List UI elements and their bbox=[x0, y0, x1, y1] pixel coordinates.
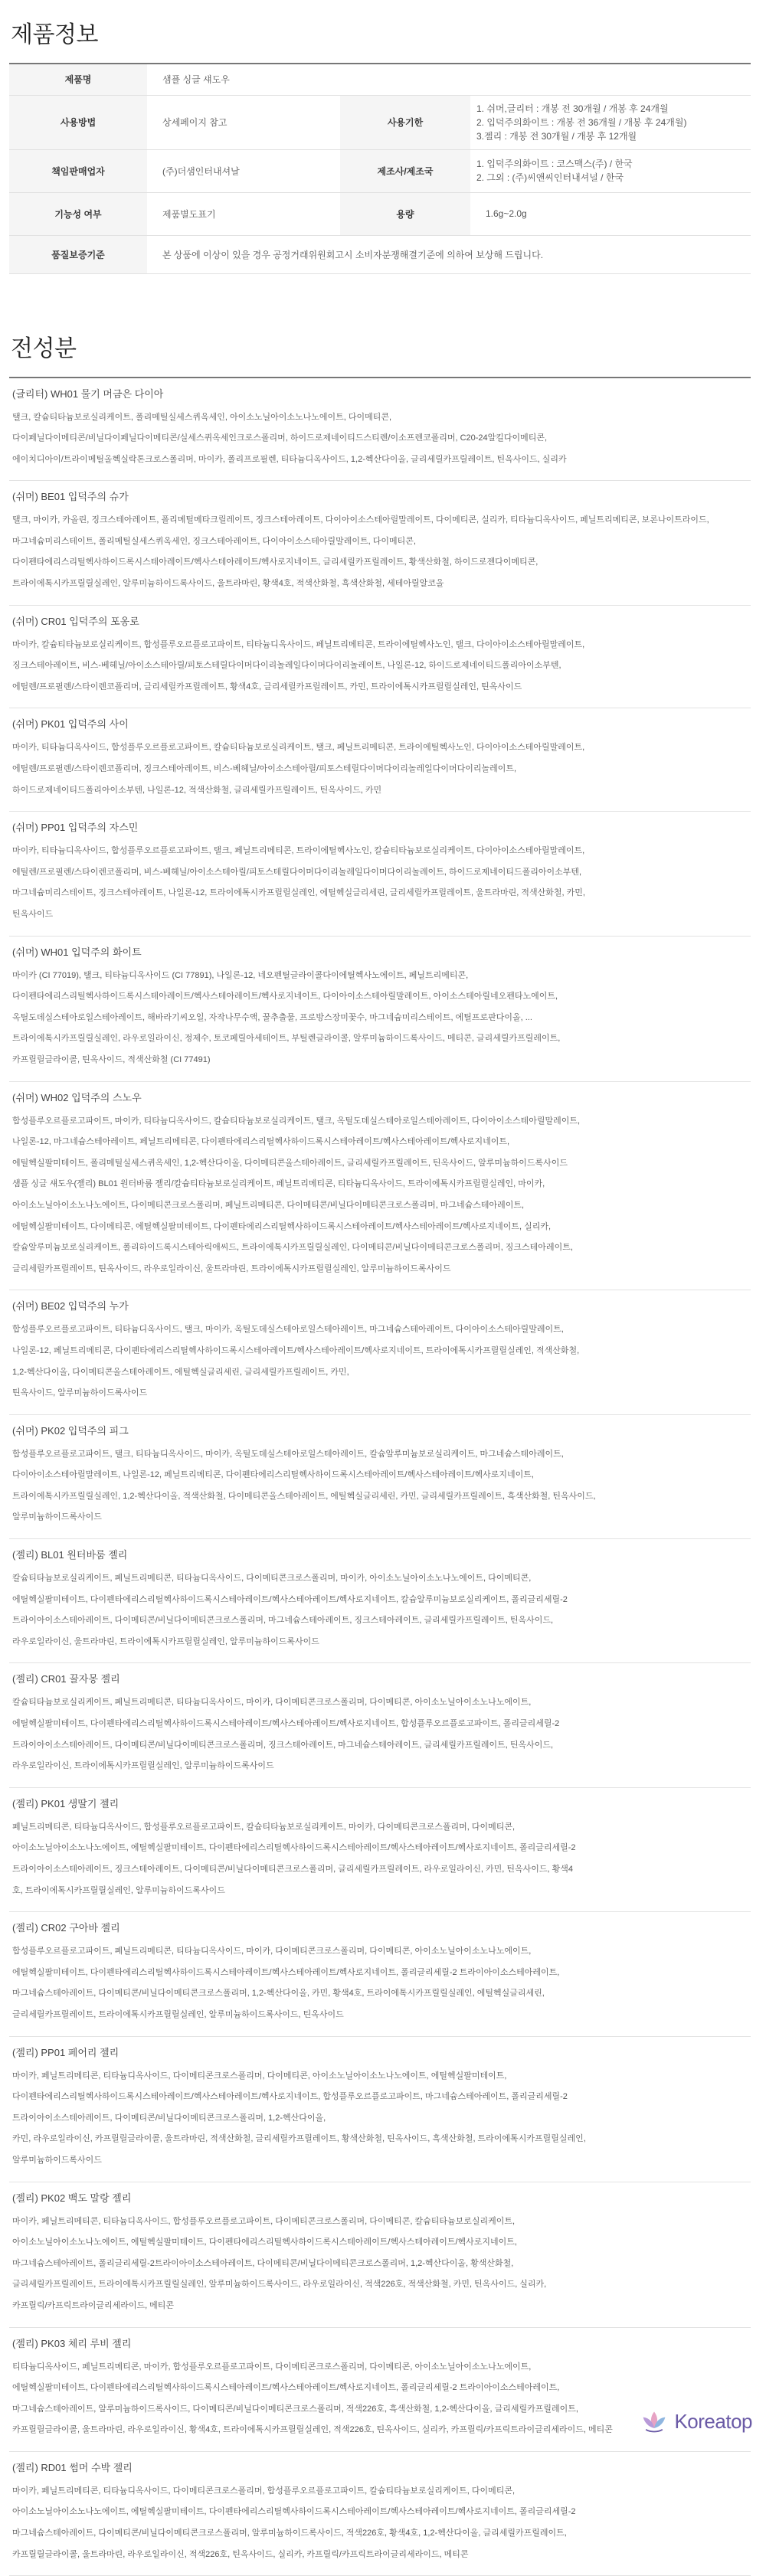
value-seller: (주)더샘인터내셔날 bbox=[147, 149, 340, 192]
label-usage: 사용방법 bbox=[9, 95, 147, 149]
label-product-name: 제품명 bbox=[9, 64, 147, 95]
ingredient-line: 합성플루오르플로고파이트, 티타늄디옥사이드, 탤크, 마이카, 옥틸도데실스테아로일스테아레이트, 마그네슘스테아레이트, 다이아이소스테아릴말레이트, bbox=[12, 1319, 751, 1341]
ingredient-line: 아이소노닐아이소노나노에이트, 에틸헥실팔미테이트, 다이펜타에리스리틸헥사하이드록시스테아레이트/헥사스테아레이트/헥사로지네이트, bbox=[12, 2232, 751, 2254]
label-capacity: 용량 bbox=[340, 192, 470, 235]
ingredient-text bbox=[9, 1941, 751, 2025]
ingredient-item bbox=[9, 812, 751, 936]
ingredient-line: 라우로일라이신, 트라이에톡시카프릴릴실레인, 알루미늄하이드록사이드 bbox=[12, 1756, 751, 1777]
ingredient-item bbox=[9, 2328, 751, 2452]
ingredient-item bbox=[9, 1082, 751, 1291]
ingredient-line: 트라이에톡시카프릴릴실레인, 알루미늄하이드록사이드, 울트라마린, 황색4호, 적색산화철, 흑색산화철, 세테아릴알코올 bbox=[12, 574, 751, 595]
ingredient-line: 마이카, 칼슘티타늄보로실리케이트, 합성플루오르플로고파이트, 티타늄디옥사이드, 페닐트리메티콘, 트라이에틸헥사노인, 탤크, 다이아이소스테아릴말레이트, bbox=[12, 635, 751, 656]
ingredient-text bbox=[9, 2212, 751, 2317]
ingredient-line: 1,2-헥산다이올, 다이메티콘올스테아레이트, 에틸헥실글리세린, 글리세릴카프릴레이트, 카민, bbox=[12, 1362, 751, 1384]
ingredient-line: 카프릴릴글라이콜, 틴옥사이드, 적색산화철 (CI 77491) bbox=[12, 1050, 751, 1071]
ingredient-title: (글리터) WH01 물기 머금은 다이아 bbox=[9, 386, 751, 403]
ingredient-title: (쉬머) PK01 입덕주의 사이 bbox=[9, 716, 751, 733]
label-expiry: 사용기한 bbox=[340, 95, 470, 149]
ingredient-title: (쉬머) PP01 입덕주의 자스민 bbox=[9, 819, 751, 836]
ingredient-text bbox=[9, 635, 751, 698]
ingredient-title: (쉬머) CR01 입덕주의 포옹로 bbox=[9, 613, 751, 630]
ingredient-line: 마이카, 티타늄디옥사이드, 합성플루오르플로고파이트, 칼슘티타늄보로실리케이트, 탤크, 페닐트리메티콘, 트라이에틸헥사노인, 다이아이소스테아릴말레이트, bbox=[12, 737, 751, 759]
ingredient-line: 에틸렌/프로필렌/스타이렌코폴리머, 징크스테아레이트, 비스-베헤닐/아이소스테아릴/피토스테릴다이머다이리놀레일다이머다이리놀레이트, bbox=[12, 759, 751, 780]
ingredient-text bbox=[9, 1444, 751, 1528]
ingredient-line: 티타늄디옥사이드, 페닐트리메티콘, 마이카, 합성플루오르플로고파이트, 다이메티콘크로스폴리머, 다이메티콘, 아이소노닐아이소노나노에이트, bbox=[12, 2357, 751, 2378]
info-row-seller bbox=[9, 149, 751, 192]
ingredient-title: (쉬머) WH02 입덕주의 스노우 bbox=[9, 1090, 751, 1107]
ingredient-item bbox=[9, 937, 751, 1082]
ingredient-title: (젤리) PK03 체리 루비 젤리 bbox=[9, 2336, 751, 2352]
ingredient-line: 에틸헥실팔미테이트, 다이펜타에리스리틸헥사하이드록시스테아레이트/헥사스테아레이트/헥사로지네이트, 칼슘알루미늄보로실리케이트, 폴리글리세릴-2 bbox=[12, 1590, 751, 1611]
ingredient-item bbox=[9, 1788, 751, 1912]
ingredient-line: 마이카, 페닐트리메티콘, 티타늄디옥사이드, 다이메티콘크로스폴리머, 다이메티콘, 아이소노닐아이소노나노에이트, 에틸헥실팔미테이트, bbox=[12, 2066, 751, 2087]
ingredient-item bbox=[9, 1912, 751, 2036]
ingredient-line: 틴옥사이드, 알루미늄하이드록사이드 bbox=[12, 1383, 751, 1404]
brand-name: Koreatop bbox=[674, 2410, 752, 2434]
ingredient-line: 마이카, 페닐트리메티콘, 티타늄디옥사이드, 다이메티콘크로스폴리머, 합성플루오르플로고파이트, 칼슘티타늄보로실리케이트, 다이메티콘, bbox=[12, 2481, 751, 2502]
ingredient-line: 마이카, 페닐트리메티콘, 티타늄디옥사이드, 합성플루오르플로고파이트, 다이메티콘크로스폴리머, 다이메티콘, 칼슘티타늄보로실리케이트, bbox=[12, 2212, 751, 2233]
ingredient-text bbox=[9, 1568, 751, 1652]
ingredient-line: 글리세릴카프릴레이트, 틴옥사이드, 라우로일라이신, 울트라마린, 트라이에톡시카프릴릴실레인, 알루미늄하이드록사이드 bbox=[12, 1259, 751, 1280]
ingredient-title: (젤리) RD01 썸머 수박 젤리 bbox=[9, 2460, 751, 2476]
value-expiry bbox=[470, 95, 751, 149]
ingredient-line: 에틸헥실팔미테이트, 다이펜타에리스리틸헥사하이드록시스테아레이트/헥사스테아레이트/헥사로지네이트, 합성플루오르플로고파이트, 폴리글리세릴-2 bbox=[12, 1714, 751, 1735]
ingredient-line: 에틸헥실팔미테이트, 폴리메틸실세스퀴옥세인, 1,2-헥산다이올, 다이메티콘올스테아레이트, 글리세릴카프릴레이트, 틴옥사이드, 알루미늄하이드록사이드 bbox=[12, 1153, 751, 1175]
ingredient-text bbox=[9, 1319, 751, 1404]
ingredient-line: 글리세릴카프릴레이트, 트라이에톡시카프릴릴실레인, 알루미늄하이드록사이드, 라우로일라이신, 적색226호, 적색산화철, 카민, 틴옥사이드, 실리카, bbox=[12, 2274, 751, 2296]
ingredient-line: 호, 트라이에톡시카프릴릴실레인, 알루미늄하이드록사이드 bbox=[12, 1881, 751, 1902]
ingredient-title: (젤리) PP01 페어리 젤리 bbox=[9, 2045, 751, 2061]
ingredient-line: 에이치디아이/트라이메틸올헥실락톤크로스폴리머, 마이카, 폴리프로필렌, 티타늄디옥사이드, 1,2-헥산다이올, 글리세릴카프릴레이트, 틴옥사이드, 실리카 bbox=[12, 449, 751, 471]
ingredients-heading: 전성분 bbox=[9, 329, 751, 377]
ingredient-line: 샘플 싱글 섀도우(젤리) BL01 원터바룸 젤리/칼슘티타늄보로실리케이트, 페닐트리메티콘, 티타늄디옥사이드, 트라이에톡시카프릴릴실레인, 마이카, bbox=[12, 1174, 751, 1195]
label-functional: 기능성 여부 bbox=[9, 192, 147, 235]
ingredient-line: 탤크, 마이카, 카올린, 징크스테아레이트, 폴리메틸메타크릴레이트, 징크스테아레이트, 다이아이소스테아릴말레이트, 다이메티콘, 실리카, 티타늄디옥사이드, 페닐트리메티콘, 보론나이트라이드, bbox=[12, 510, 751, 531]
ingredient-line: 틴옥사이드 bbox=[12, 904, 751, 926]
ingredient-line: 나일론-12, 마그네슘스테아레이트, 페닐트리메티콘, 다이펜타에리스리틸헥사하이드록시스테아레이트/헥사스테아레이트/헥사로지네이트, bbox=[12, 1132, 751, 1153]
ingredient-item bbox=[9, 378, 751, 482]
info-row-usage bbox=[9, 95, 751, 149]
info-row-functional bbox=[9, 192, 751, 235]
product-info-table bbox=[9, 64, 751, 274]
ingredient-line: 칼슘티타늄보로실리케이트, 페닐트리메티콘, 티타늄디옥사이드, 마이카, 다이메티콘크로스폴리머, 다이메티콘, 아이소노닐아이소노나노에이트, bbox=[12, 1692, 751, 1714]
ingredient-title: (쉬머) WH01 입덕주의 화이트 bbox=[9, 944, 751, 961]
ingredient-line: 다이펜타에리스리틸헥사하이드록시스테아레이트/헥사스테아레이트/헥사로지네이트, 글리세릴카프릴레이트, 황색산화철, 하이드로젠다이메티콘, bbox=[12, 552, 751, 574]
ingredient-line: 마그네슘스테아레이트, 알루미늄하이드록사이드, 다이메티콘/비닐다이메티콘크로스폴리머, 적색226호, 흑색산화철, 1,2-헥산다이올, 글리세릴카프릴레이트, bbox=[12, 2399, 751, 2421]
ingredient-line: 칼슘알루미늄보로실리케이트, 폴리하이드록시스테아릭애씨드, 트라이에톡시카프릴릴실레인, 다이메티콘/비닐다이메티콘크로스폴리머, 징크스테아레이트, bbox=[12, 1237, 751, 1259]
label-quality: 품질보증기준 bbox=[9, 235, 147, 273]
manufacturer-line: 2. 그외 : (주)씨앤씨인터내셔널 / 한국 bbox=[476, 171, 751, 185]
ingredient-title: (젤리) CR02 구아바 젤리 bbox=[9, 1920, 751, 1937]
ingredient-line: 페닐트리메티콘, 티타늄디옥사이드, 합성플루오르플로고파이트, 칼슘티타늄보로실리케이트, 마이카, 다이메티콘크로스폴리머, 다이메티콘, bbox=[12, 1817, 751, 1839]
ingredient-line: 카프릴릭/카프릭트라이글리세라이드, 메티콘 bbox=[12, 2296, 751, 2317]
ingredient-line: 카프릴릴글라이콜, 울트라마린, 라우로일라이신, 황색4호, 트라이에톡시카프릴릴실레인, 적색226호, 틴옥사이드, 실리카, 카프릴릭/카프릭트라이글리세라이드, 메티콘 bbox=[12, 2420, 751, 2441]
ingredient-line: 합성플루오르플로고파이트, 탤크, 티타늄디옥사이드, 마이카, 옥틸도데실스테아로일스테아레이트, 칼슘알루미늄보로실리케이트, 마그네슘스테아레이트, bbox=[12, 1444, 751, 1466]
ingredient-title: (젤리) CR01 꿀자몽 젤리 bbox=[9, 1671, 751, 1688]
info-row-product-name bbox=[9, 64, 751, 95]
ingredient-line: 다이펜타에리스리틸헥사하이드록시스테아레이트/헥사스테아레이트/헥사로지네이트, 합성플루오르플로고파이트, 마그네슘스테아레이트, 폴리글리세릴-2 bbox=[12, 2087, 751, 2108]
lotus-icon bbox=[640, 2408, 668, 2435]
ingredient-line: 마이카 (CI 77019), 탤크, 티타늄디옥사이드 (CI 77891), 나일론-12, 네오펜틸글라이콜다이에틸헥사노에이트, 페닐트리메티콘, bbox=[12, 966, 751, 987]
ingredient-text bbox=[9, 1111, 751, 1280]
ingredient-line: 옥틸도데실스테아로일스테아레이트, 해바라기씨오일, 자작나무수액, 꿀추출물, 프로방스장미꽃수, 마그네슘미리스테이트, 에틸프로판다이올, ... bbox=[12, 1008, 751, 1029]
ingredient-line: 나일론-12, 페닐트리메티콘, 다이펜타에리스리틸헥사하이드록시스테아레이트/헥사스테아레이트/헥사로지네이트, 트라이에톡시카프릴릴실레인, 적색산화철, bbox=[12, 1341, 751, 1362]
value-manufacturer bbox=[470, 149, 751, 192]
ingredient-item bbox=[9, 1415, 751, 1539]
ingredient-line: 카프릴릴글라이콜, 울트라마린, 라우로일라이신, 적색226호, 틴옥사이드, 실리카, 카프릴릭/카프릭트라이글리세라이드, 메티콘 bbox=[12, 2545, 751, 2566]
ingredient-line: 알루미늄하이드록사이드 bbox=[12, 2150, 751, 2172]
label-manufacturer: 제조사/제조국 bbox=[340, 149, 470, 192]
ingredient-line: 트라이아이소스테아레이트, 다이메티콘/비닐다이메티콘크로스폴리머, 마그네슘스테아레이트, 징크스테아레이트, 글리세릴카프릴레이트, 틴옥사이드, bbox=[12, 1610, 751, 1632]
ingredient-item bbox=[9, 606, 751, 709]
ingredient-line: 에틸렌/프로필렌/스타이렌코폴리머, 비스-베헤닐/아이소스테아릴/피토스테릴다이머다이리놀레일다이머다이리놀레이트, 하이드로제네이티드폴리아이소부텐, bbox=[12, 862, 751, 884]
ingredient-text bbox=[9, 737, 751, 801]
ingredient-line: 다이펜타에리스리틸헥사하이드록시스테아레이트/헥사스테아레이트/헥사로지네이트, 다이아이소스테아릴말레이트, 아이소스테아릴네오펜타노에이트, bbox=[12, 986, 751, 1008]
ingredient-line: 다이페닐다이메티콘/비닐다이페닐다이메티콘/실세스퀴옥세인크로스폴리머, 하이드로제네이티드스티렌/이소프렌코폴리머, C20-24알킬다이메티콘, bbox=[12, 428, 751, 449]
ingredient-line: 에틸헥실팔미테이트, 다이펜타에리스리틸헥사하이드록시스테아레이트/헥사스테아레이트/헥사로지네이트, 폴리글리세릴-2 트라이아이소스테아레이트, bbox=[12, 2378, 751, 2399]
ingredient-text bbox=[9, 841, 751, 925]
ingredient-line: 징크스테아레이트, 비스-베헤닐/아이소스테아릴/피토스테릴다이머다이리놀레일다이머다이리놀레이트, 나일론-12, 하이드로제네이티드폴리아이소부텐, bbox=[12, 655, 751, 677]
ingredient-line: 마그네슘미리스테이트, 징크스테아레이트, 나일론-12, 트라이에톡시카프릴릴실레인, 에틸헥실글리세린, 글리세릴카프릴레이트, 울트라마린, 적색산화철, 카민, bbox=[12, 883, 751, 904]
ingredient-line: 마그네슘미리스테이트, 폴리메틸실세스퀴옥세인, 징크스테아레이트, 다이아이소스테아릴말레이트, 다이메티콘, bbox=[12, 531, 751, 553]
ingredient-line: 에틸헥실팔미테이트, 다이메티콘, 에틸헥실팔미테이트, 다이펜타에리스리틸헥사하이드록시스테아레이트/헥사스테아레이트/헥사로지네이트, 실리카, bbox=[12, 1217, 751, 1238]
ingredient-text bbox=[9, 1692, 751, 1777]
ingredient-line: 글리세릴카프릴레이트, 트라이에톡시카프릴릴실레인, 알루미늄하이드록사이드, 틴옥사이드 bbox=[12, 2005, 751, 2026]
ingredient-text bbox=[9, 2357, 751, 2441]
ingredient-item bbox=[9, 2182, 751, 2328]
brand-logo bbox=[640, 2408, 752, 2435]
ingredient-line: 마그네슘스테아레이트, 폴리글리세릴-2트라이아이소스테아레이트, 다이메티콘/비닐다이메티콘크로스폴리머, 1,2-헥산다이올, 황색산화철, bbox=[12, 2254, 751, 2275]
ingredient-line: 트라이에톡시카프릴릴실레인, 1,2-헥산다이올, 적색산화철, 다이메티콘올스테아레이트, 에틸헥실글리세린, 카민, 글리세릴카프릴레이트, 흑색산화철, 틴옥사이드, bbox=[12, 1486, 751, 1508]
ingredient-item bbox=[9, 1290, 751, 1414]
ingredient-item bbox=[9, 2452, 751, 2576]
value-capacity: 1.6g~2.0g bbox=[470, 192, 751, 235]
ingredient-line: 에틸렌/프로필렌/스타이렌코폴리머, 글리세릴카프릴레이트, 황색4호, 글리세릴카프릴레이트, 카민, 트라이에톡시카프릴릴실레인, 틴옥사이드 bbox=[12, 677, 751, 698]
ingredients-list bbox=[9, 378, 751, 2576]
ingredient-line: 하이드로제네이티드폴리아이소부텐, 나일론-12, 적색산화철, 글리세릴카프릴레이트, 틴옥사이드, 카민 bbox=[12, 780, 751, 802]
ingredient-line: 다이아이소스테아릴말레이트, 나일론-12, 페닐트리메티콘, 다이펜타에리스리틸헥사하이드록시스테아레이트/헥사스테아레이트/헥사로지네이트, bbox=[12, 1465, 751, 1486]
expiry-line: 2. 입덕주의화이트 : 개봉 전 36개월 / 개봉 후 24개월) bbox=[476, 116, 751, 129]
value-product-name: 샘플 싱글 섀도우 bbox=[147, 64, 751, 95]
ingredient-line: 마그네슘스테아레이트, 다이메티콘/비닐다이메티콘크로스폴리머, 1,2-헥산다이올, 카민, 황색4호, 트라이에톡시카프릴릴실레인, 에틸헥실글리세린, bbox=[12, 1983, 751, 2005]
value-quality: 본 상품에 이상이 있을 경우 공정거래위원회고시 소비자분쟁해결기준에 의하여 보상해 드립니다. bbox=[147, 235, 751, 273]
ingredient-text bbox=[9, 2481, 751, 2565]
expiry-line: 1. 쉬머,글리터 : 개봉 전 30개월 / 개봉 후 24개월 bbox=[476, 102, 751, 116]
value-functional: 제품별도표기 bbox=[147, 192, 340, 235]
ingredient-line: 합성플루오르플로고파이트, 페닐트리메티콘, 티타늄디옥사이드, 마이카, 다이메티콘크로스폴리머, 다이메티콘, 아이소노닐아이소노나노에이트, bbox=[12, 1941, 751, 1963]
ingredient-line: 라우로일라이신, 울트라마린, 트라이에톡시카프릴릴실레인, 알루미늄하이드록사이드 bbox=[12, 1632, 751, 1653]
label-seller: 책임판매업자 bbox=[9, 149, 147, 192]
ingredient-line: 에틸헥실팔미테이트, 다이펜타에리스리틸헥사하이드록시스테아레이트/헥사스테아레이트/헥사로지네이트, 폴리글리세릴-2 트라이아이소스테아레이트, bbox=[12, 1963, 751, 1984]
ingredient-title: (쉬머) PK02 입덕주의 피그 bbox=[9, 1423, 751, 1440]
ingredient-line: 합성플루오르플로고파이트, 마이카, 티타늄디옥사이드, 칼슘티타늄보로실리케이트, 탤크, 옥틸도데실스테아로일스테아레이트, 다이아이소스테아릴말레이트, bbox=[12, 1111, 751, 1133]
ingredient-text bbox=[9, 2066, 751, 2172]
product-info-heading: 제품정보 bbox=[9, 15, 751, 63]
ingredient-line: 마그네슘스테아레이트, 다이메티콘/비닐다이메티콘크로스폴리머, 알루미늄하이드록사이드, 적색226호, 황색4호, 1,2-헥산다이올, 글리세릴카프릴레이트, bbox=[12, 2523, 751, 2545]
ingredient-title: (젤리) BL01 원터바룸 젤리 bbox=[9, 1547, 751, 1564]
ingredient-line: 알루미늄하이드록사이드 bbox=[12, 1507, 751, 1528]
ingredient-line: 아이소노닐아이소노나노에이트, 다이메티콘크로스폴리머, 페닐트리메티콘, 다이메티콘/비닐다이메티콘크로스폴리머, 마그네슘스테아레이트, bbox=[12, 1195, 751, 1217]
ingredient-line: 트라이아이소스테아레이트, 징크스테아레이트, 다이메티콘/비닐다이메티콘크로스폴리머, 글리세릴카프릴레이트, 라우로일라이신, 카민, 틴옥사이드, 황색4 bbox=[12, 1859, 751, 1881]
ingredient-line: 아이소노닐아이소노나노에이트, 에틸헥실팔미테이트, 다이펜타에리스리틸헥사하이드록시스테아레이트/헥사스테아레이트/헥사로지네이트, 폴리글리세릴-2 bbox=[12, 1838, 751, 1859]
ingredient-line: 탤크, 칼슘티타늄보로실리케이트, 폴리메틸실세스퀴옥세인, 아이소노닐아이소노나노에이트, 다이메티콘, bbox=[12, 407, 751, 429]
ingredient-item bbox=[9, 481, 751, 605]
ingredient-item bbox=[9, 1663, 751, 1787]
ingredient-line: 칼슘티타늄보로실리케이트, 페닐트리메티콘, 티타늄디옥사이드, 다이메티콘크로스폴리머, 마이카, 아이소노닐아이소노나노에이트, 다이메티콘, bbox=[12, 1568, 751, 1590]
ingredient-text bbox=[9, 407, 751, 471]
ingredient-line: 트라이에톡시카프릴릴실레인, 라우로일라이신, 정제수, 토코페릴아세테이트, 부틸렌글라이콜, 알루미늄하이드록사이드, 메티콘, 글리세릴카프릴레이트, bbox=[12, 1028, 751, 1050]
ingredient-line: 트라이아이소스테아레이트, 다이메티콘/비닐다이메티콘크로스폴리머, 1,2-헥산다이올, bbox=[12, 2108, 751, 2130]
ingredient-text bbox=[9, 966, 751, 1071]
ingredient-item bbox=[9, 2037, 751, 2182]
ingredient-line: 마이카, 티타늄디옥사이드, 합성플루오르플로고파이트, 탤크, 페닐트리메티콘, 트라이에틸헥사노인, 칼슘티타늄보로실리케이트, 다이아이소스테아릴말레이트, bbox=[12, 841, 751, 862]
ingredient-title: (쉬머) BE02 입덕주의 누가 bbox=[9, 1298, 751, 1315]
manufacturer-line: 1. 입덕주의화이트 : 코스맥스(주) / 한국 bbox=[476, 157, 751, 171]
ingredient-text bbox=[9, 1817, 751, 1901]
ingredient-line: 카민, 라우로일라이신, 카프릴릴글라이콜, 울트라마린, 적색산화철, 글리세릴카프릴레이트, 황색산화철, 틴옥사이드, 흑색산화철, 트라이에톡시카프릴릴실레인, bbox=[12, 2129, 751, 2150]
ingredient-text bbox=[9, 510, 751, 594]
ingredient-line: 아이소노닐아이소노나노에이트, 에틸헥실팔미테이트, 다이펜타에리스리틸헥사하이드록시스테아레이트/헥사스테아레이트/헥사로지네이트, 폴리글리세릴-2 bbox=[12, 2502, 751, 2523]
ingredient-item bbox=[9, 708, 751, 812]
ingredient-title: (젤리) PK01 생딸기 젤리 bbox=[9, 1796, 751, 1813]
value-usage: 상세페이지 참고 bbox=[147, 95, 340, 149]
ingredient-title: (젤리) PK02 백도 말랑 젤리 bbox=[9, 2190, 751, 2207]
ingredient-line: 트라이아이소스테아레이트, 다이메티콘/비닐다이메티콘크로스폴리머, 징크스테아레이트, 마그네슘스테아레이트, 글리세릴카프릴레이트, 틴옥사이드, bbox=[12, 1735, 751, 1757]
expiry-line: 3.젤리 : 개봉 전 30개월 / 개봉 후 12개월 bbox=[476, 129, 751, 143]
ingredient-item bbox=[9, 1539, 751, 1663]
ingredient-title: (쉬머) BE01 입덕주의 슈가 bbox=[9, 489, 751, 505]
info-row-quality bbox=[9, 235, 751, 273]
